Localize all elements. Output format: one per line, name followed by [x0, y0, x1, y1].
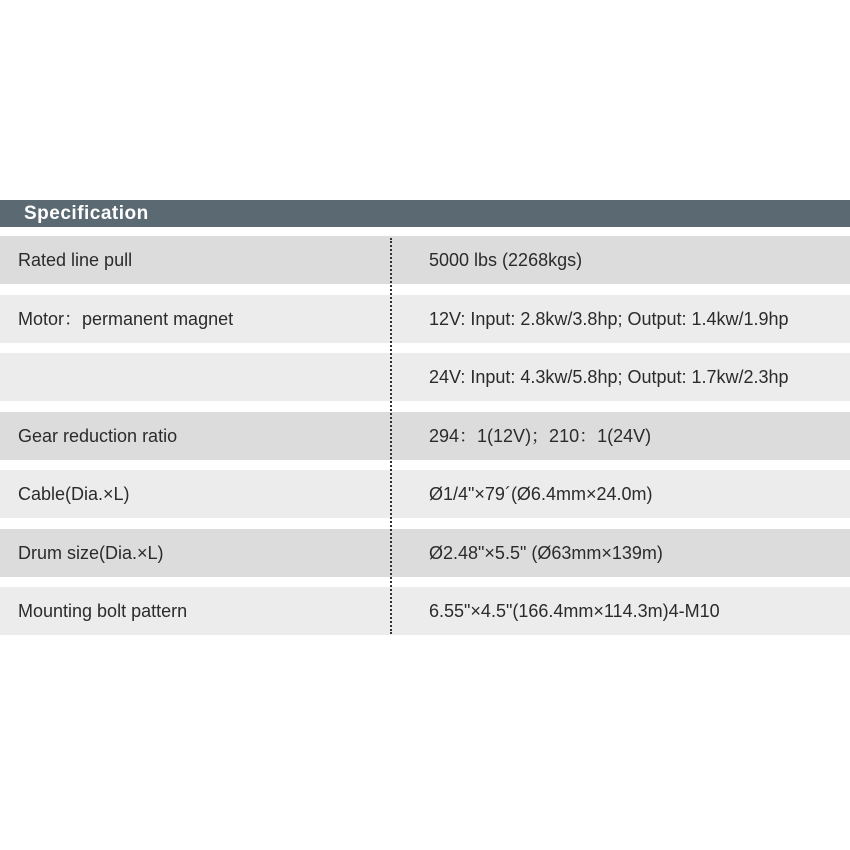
spec-label: Cable(Dia.×L) — [18, 484, 130, 504]
specification-table — [0, 236, 850, 646]
spec-label: Mounting bolt pattern — [18, 601, 188, 621]
specification-header — [0, 200, 850, 227]
spec-value: 24V: Input: 4.3kw/5.8hp; Output: 1.7kw/2.3hp — [429, 367, 789, 387]
specification-title: Specification — [24, 203, 149, 224]
spec-row-mounting-bolt-pattern — [0, 587, 850, 635]
spec-label: Rated line pull — [18, 250, 133, 270]
spec-label: Drum size(Dia.×L) — [18, 542, 164, 563]
spec-row-motor — [0, 295, 850, 343]
spec-value: 5000 lbs (2268kgs) — [429, 250, 583, 270]
spec-value: 6.55"×4.5"(166.4mm×114.3m)4-M10 — [429, 601, 720, 621]
spec-value: 12V: Input: 2.8kw/3.8hp; Output: 1.4kw/1.9hp — [429, 308, 789, 329]
spec-value: Ø2.48"×5.5" (Ø63mm×139m) — [429, 542, 663, 563]
spec-row-rated-line-pull — [0, 236, 850, 284]
spec-value: 294：1(12V)；210：1(24V) — [429, 425, 652, 446]
spec-row-gear-reduction-ratio — [0, 412, 850, 460]
spec-row-drum-size — [0, 529, 850, 577]
spec-label: Motor：permanent magnet — [18, 308, 234, 329]
spec-label: Gear reduction ratio — [18, 425, 178, 446]
spec-row-motor-24v — [0, 353, 850, 401]
spec-value: Ø1/4"×79´(Ø6.4mm×24.0m) — [429, 484, 653, 504]
column-divider — [390, 238, 392, 634]
spec-row-cable — [0, 470, 850, 518]
